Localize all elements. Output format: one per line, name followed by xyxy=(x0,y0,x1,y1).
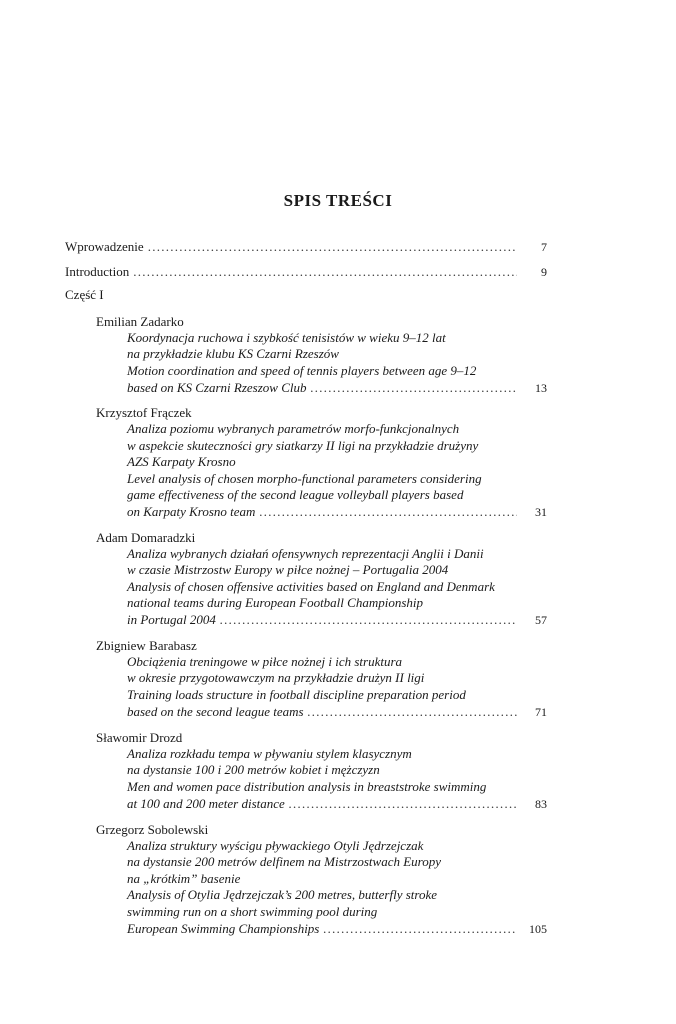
toc-row-page: 31 xyxy=(535,505,547,519)
entry-author: Sławomir Drozd xyxy=(96,730,183,745)
dot-leader xyxy=(289,795,517,812)
entry-author: Grzegorz Sobolewski xyxy=(96,822,209,837)
entry-title-last-line: European Swimming Championships xyxy=(127,921,320,936)
dot-leader xyxy=(311,379,518,396)
toc-row-page: 13 xyxy=(535,381,547,395)
entry-title-last-line: based on the second league teams xyxy=(127,704,304,719)
entry-title-line: w aspekcie skuteczności gry siatkarzy II ligi na przykładzie drużyny xyxy=(127,438,479,453)
toc-row-page: 57 xyxy=(535,613,547,627)
entry-author: Adam Domaradzki xyxy=(96,530,196,545)
part-heading: Część I xyxy=(65,287,104,302)
entry-title-line: swimming run on a short swimming pool during xyxy=(127,904,378,919)
toc-row-page: 9 xyxy=(541,265,547,279)
toc-row-page: 83 xyxy=(535,797,547,811)
dot-leader xyxy=(133,263,517,280)
entry-title-line: Level analysis of chosen morpho-functional parameters considering xyxy=(127,471,482,486)
toc-entry-row[interactable] xyxy=(127,920,547,938)
entry-title-line: Analysis of chosen offensive activities based on England and Denmark xyxy=(127,579,495,594)
toc-row-page: 105 xyxy=(529,922,547,936)
toc-row-introduction-pl[interactable] xyxy=(65,238,547,256)
entry-title-line: national teams during European Football Championship xyxy=(127,595,423,610)
entry-title-line: Men and women pace distribution analysis in breaststroke swimming xyxy=(127,779,487,794)
toc-row-label: Wprowadzenie xyxy=(65,239,144,254)
entry-author: Krzysztof Frączek xyxy=(96,405,192,420)
dot-leader xyxy=(148,238,517,255)
toc-entry-row[interactable] xyxy=(127,703,547,721)
entry-title-line: Analiza struktury wyścigu pływackiego Otyli Jędrzejczak xyxy=(127,838,424,853)
entry-title-line: na przykładzie klubu KS Czarni Rzeszów xyxy=(127,346,339,361)
entry-title-line: Motion coordination and speed of tennis players between age 9–12 xyxy=(127,363,477,378)
entry-title-line: na dystansie 200 metrów delfinem na Mistrzostwach Europy xyxy=(127,854,442,869)
toc-row-page: 7 xyxy=(541,240,547,254)
entry-title-line: Training loads structure in football discipline preparation period xyxy=(127,687,466,702)
toc-entry-row[interactable] xyxy=(127,795,547,813)
entry-title-line: Analiza rozkładu tempa w pływaniu stylem klasycznym xyxy=(127,746,412,761)
entry-title-line: AZS Karpaty Krosno xyxy=(127,454,236,469)
entry-title-line: Koordynacja ruchowa i szybkość tenisistów w wieku 9–12 lat xyxy=(127,330,446,345)
entry-author: Zbigniew Barabasz xyxy=(96,638,197,653)
toc-row-page: 71 xyxy=(535,705,547,719)
dot-leader xyxy=(323,920,517,937)
toc-entry-row[interactable] xyxy=(127,611,547,629)
entry-title-last-line: at 100 and 200 meter distance xyxy=(127,796,285,811)
dot-leader xyxy=(308,703,517,720)
entry-title-line: na „krótkim” basenie xyxy=(127,871,241,886)
dot-leader xyxy=(259,503,517,520)
page-title: SPIS TREŚCI xyxy=(283,191,393,210)
toc-entry-row[interactable] xyxy=(127,379,547,397)
entry-title-line: w czasie Mistrzostw Europy w piłce nożnej – Portugalia 2004 xyxy=(127,562,449,577)
entry-author: Emilian Zadarko xyxy=(96,314,184,329)
entry-title-last-line: based on KS Czarni Rzeszow Club xyxy=(127,380,307,395)
entry-title-line: game effectiveness of the second league volleyball players based xyxy=(127,487,464,502)
entry-title-line: Analiza wybranych działań ofensywnych reprezentacji Anglii i Danii xyxy=(127,546,484,561)
toc-row-label: Introduction xyxy=(65,264,130,279)
entry-title-line: Analiza poziomu wybranych parametrów morfo-funkcjonalnych xyxy=(127,421,460,436)
toc-entry-row[interactable] xyxy=(127,503,547,521)
dot-leader xyxy=(220,611,517,628)
toc-row-introduction-en[interactable] xyxy=(65,263,547,281)
entry-title-line: Analysis of Otylia Jędrzejczak’s 200 metres, butterfly stroke xyxy=(127,887,438,902)
entry-title-line: w okresie przygotowawczym na przykładzie drużyn II ligi xyxy=(127,670,425,685)
entry-title-line: na dystansie 100 i 200 metrów kobiet i mężczyzn xyxy=(127,762,380,777)
entry-title-last-line: in Portugal 2004 xyxy=(127,612,216,627)
entry-title-line: Obciążenia treningowe w piłce nożnej i ich struktura xyxy=(127,654,403,669)
entry-title-last-line: on Karpaty Krosno team xyxy=(127,504,256,519)
